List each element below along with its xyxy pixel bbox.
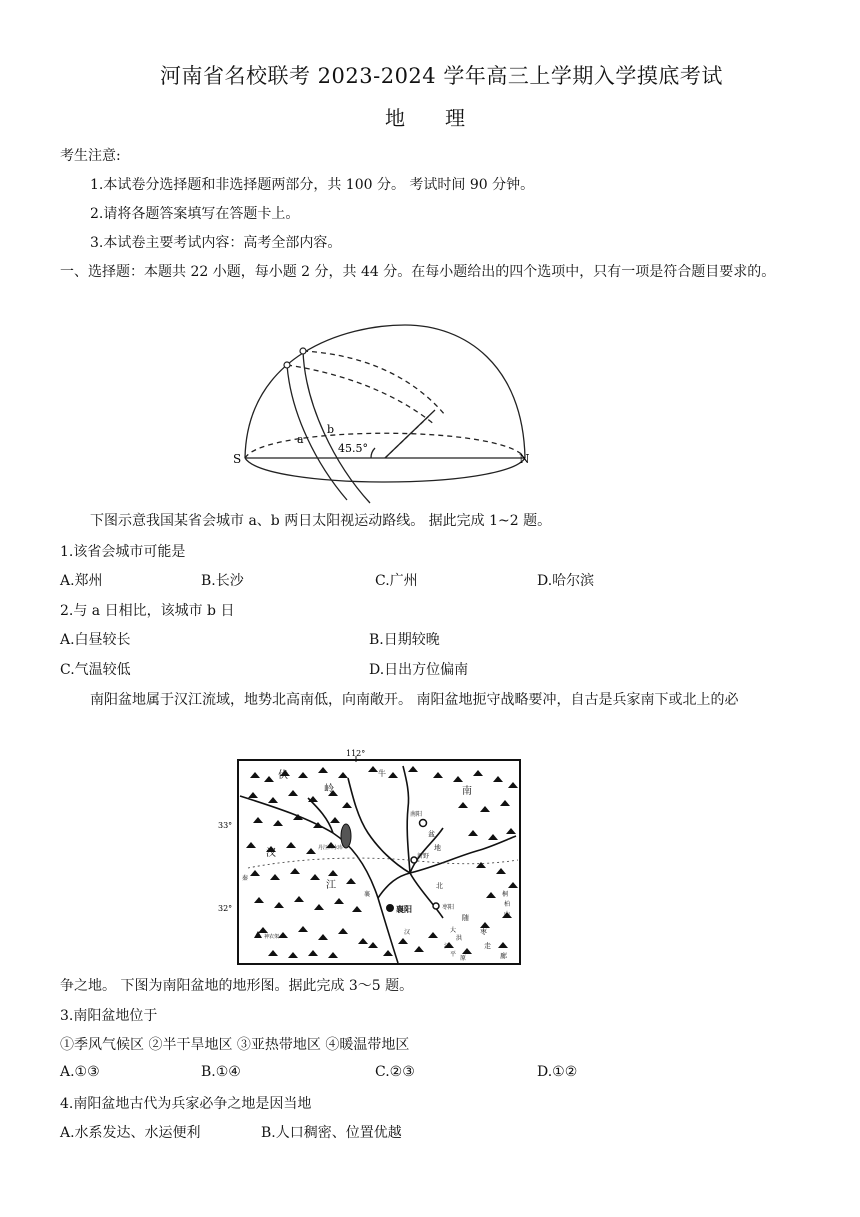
label-bai: 柏 [504, 901, 511, 908]
zaoyang-city-marker [433, 903, 439, 909]
q1-option-b: B.长沙 [201, 573, 244, 589]
label-s: S [233, 452, 242, 466]
nanyang-basin-map [218, 748, 528, 970]
q1-option-a: A.郑州 [60, 573, 103, 589]
passage-2-line-1: 南阳盆地属于汉江流域，地势北高南低，向南敞开。 南阳盆地扼守战略要冲，自古是兵家南下或北上的必 [90, 692, 739, 708]
label-reservoir: 丹江口水库 [318, 845, 344, 851]
section-heading: 一、选择题：本题共 22 小题，每小题 2 分，共 44 分。在每小题给出的四个选项中，只有一项是符合题目要求的。 [60, 264, 776, 280]
lon-112: 112° [346, 749, 366, 758]
label-yuan: 原 [460, 955, 467, 962]
notice-item-2: 2.请将各题答案填写在答题卡上。 [90, 206, 300, 222]
lat-33: 33° [218, 821, 233, 830]
label-fu: 伏 [278, 770, 288, 781]
label-lang: 廊 [500, 952, 507, 960]
label-ping: 平 [450, 951, 457, 958]
question-3-stem: 3.南阳盆地位于 [60, 1008, 158, 1024]
nanyang-city-marker [420, 820, 427, 827]
label-zaoyang: 枣阳 [442, 904, 455, 911]
label-xiangyang: 襄阳 [396, 904, 412, 914]
question-4-stem: 4.南阳盆地古代为兵家必争之地是因当地 [60, 1096, 312, 1112]
notice-item-1: 1.本试卷分选择题和非选择题两部分，共 100 分。 考试时间 90 分钟。 [90, 177, 535, 193]
question-2-stem: 2.与 a 日相比，该城市 b 日 [60, 603, 235, 619]
label-xinye: 新野 [417, 853, 430, 860]
q2-option-d: D.日出方位偏南 [369, 662, 469, 678]
label-shan: 山 [504, 911, 511, 918]
q4-option-a: A.水系发达、水运便利 [60, 1125, 201, 1141]
q3-option-b: B.①④ [201, 1064, 241, 1080]
label-niu: 牛 [378, 769, 386, 778]
label-ling: 岭 [324, 784, 334, 795]
q3-option-c: C.②③ [375, 1064, 415, 1080]
sun-path-figure [225, 315, 545, 515]
q4-option-b: B.人口稠密、位置优越 [261, 1125, 402, 1141]
label-n: N [519, 452, 530, 466]
label-di: 地 [434, 844, 441, 852]
sun-a-marker [284, 362, 290, 368]
question-1-stem: 1.该省会城市可能是 [60, 544, 186, 560]
exam-title: 河南省名校联考 2023-2024 学年高三上学期入学摸底考试 [160, 64, 723, 88]
q2-option-b: B.日期较晚 [369, 632, 440, 648]
label-xiang: 襄 [364, 891, 371, 898]
label-sui: 随 [462, 914, 469, 922]
label-da: 大 [450, 927, 457, 934]
label-tong: 桐 [502, 891, 509, 898]
notice-heading: 考生注意: [60, 148, 121, 164]
angle-label: 45.5° [338, 442, 368, 455]
label-han2: 汉 [404, 929, 411, 936]
label-jiang: 江 [326, 880, 336, 891]
sun-b-marker [300, 348, 306, 354]
q3-option-a: A.①③ [60, 1064, 100, 1080]
label-nan: 南 [462, 786, 472, 797]
label-qin: 秦 [242, 875, 249, 882]
lat-32: 32° [218, 904, 233, 913]
label-jiang2: 江 [444, 943, 451, 950]
q2-option-a: A.白昼较长 [60, 632, 131, 648]
question-3-choices: ①季风气候区 ②半干旱地区 ③亚热带地区 ④暖温带地区 [60, 1037, 410, 1053]
label-nanyang: 南阳 [410, 811, 423, 818]
q1-option-d: D.哈尔滨 [537, 573, 595, 589]
passage-1: 下图示意我国某省会城市 a、b 两日太阳视运动路线。 据此完成 1~2 题。 [90, 513, 552, 529]
label-shennongjia: 神农架 [264, 934, 280, 940]
q2-option-c: C.气温较低 [60, 662, 131, 678]
label-zou: 走 [484, 942, 491, 950]
q3-option-d: D.①② [537, 1064, 578, 1080]
label-b: b [327, 423, 335, 436]
q1-option-c: C.广州 [375, 573, 418, 589]
label-pen: 盆 [428, 830, 435, 838]
label-han: 汉 [266, 848, 276, 859]
label-a: a [297, 433, 304, 446]
label-bei: 北 [436, 882, 443, 890]
subject-title: 地 理 [385, 106, 465, 130]
passage-2-line-2: 争之地。 下图为南阳盆地的地形图。据此完成 3～5 题。 [60, 978, 414, 994]
label-zao: 枣 [480, 928, 487, 936]
label-hong: 洪 [456, 935, 463, 942]
xiangyang-city-marker [387, 905, 394, 912]
notice-item-3: 3.本试卷主要考试内容：高考全部内容。 [90, 235, 342, 251]
